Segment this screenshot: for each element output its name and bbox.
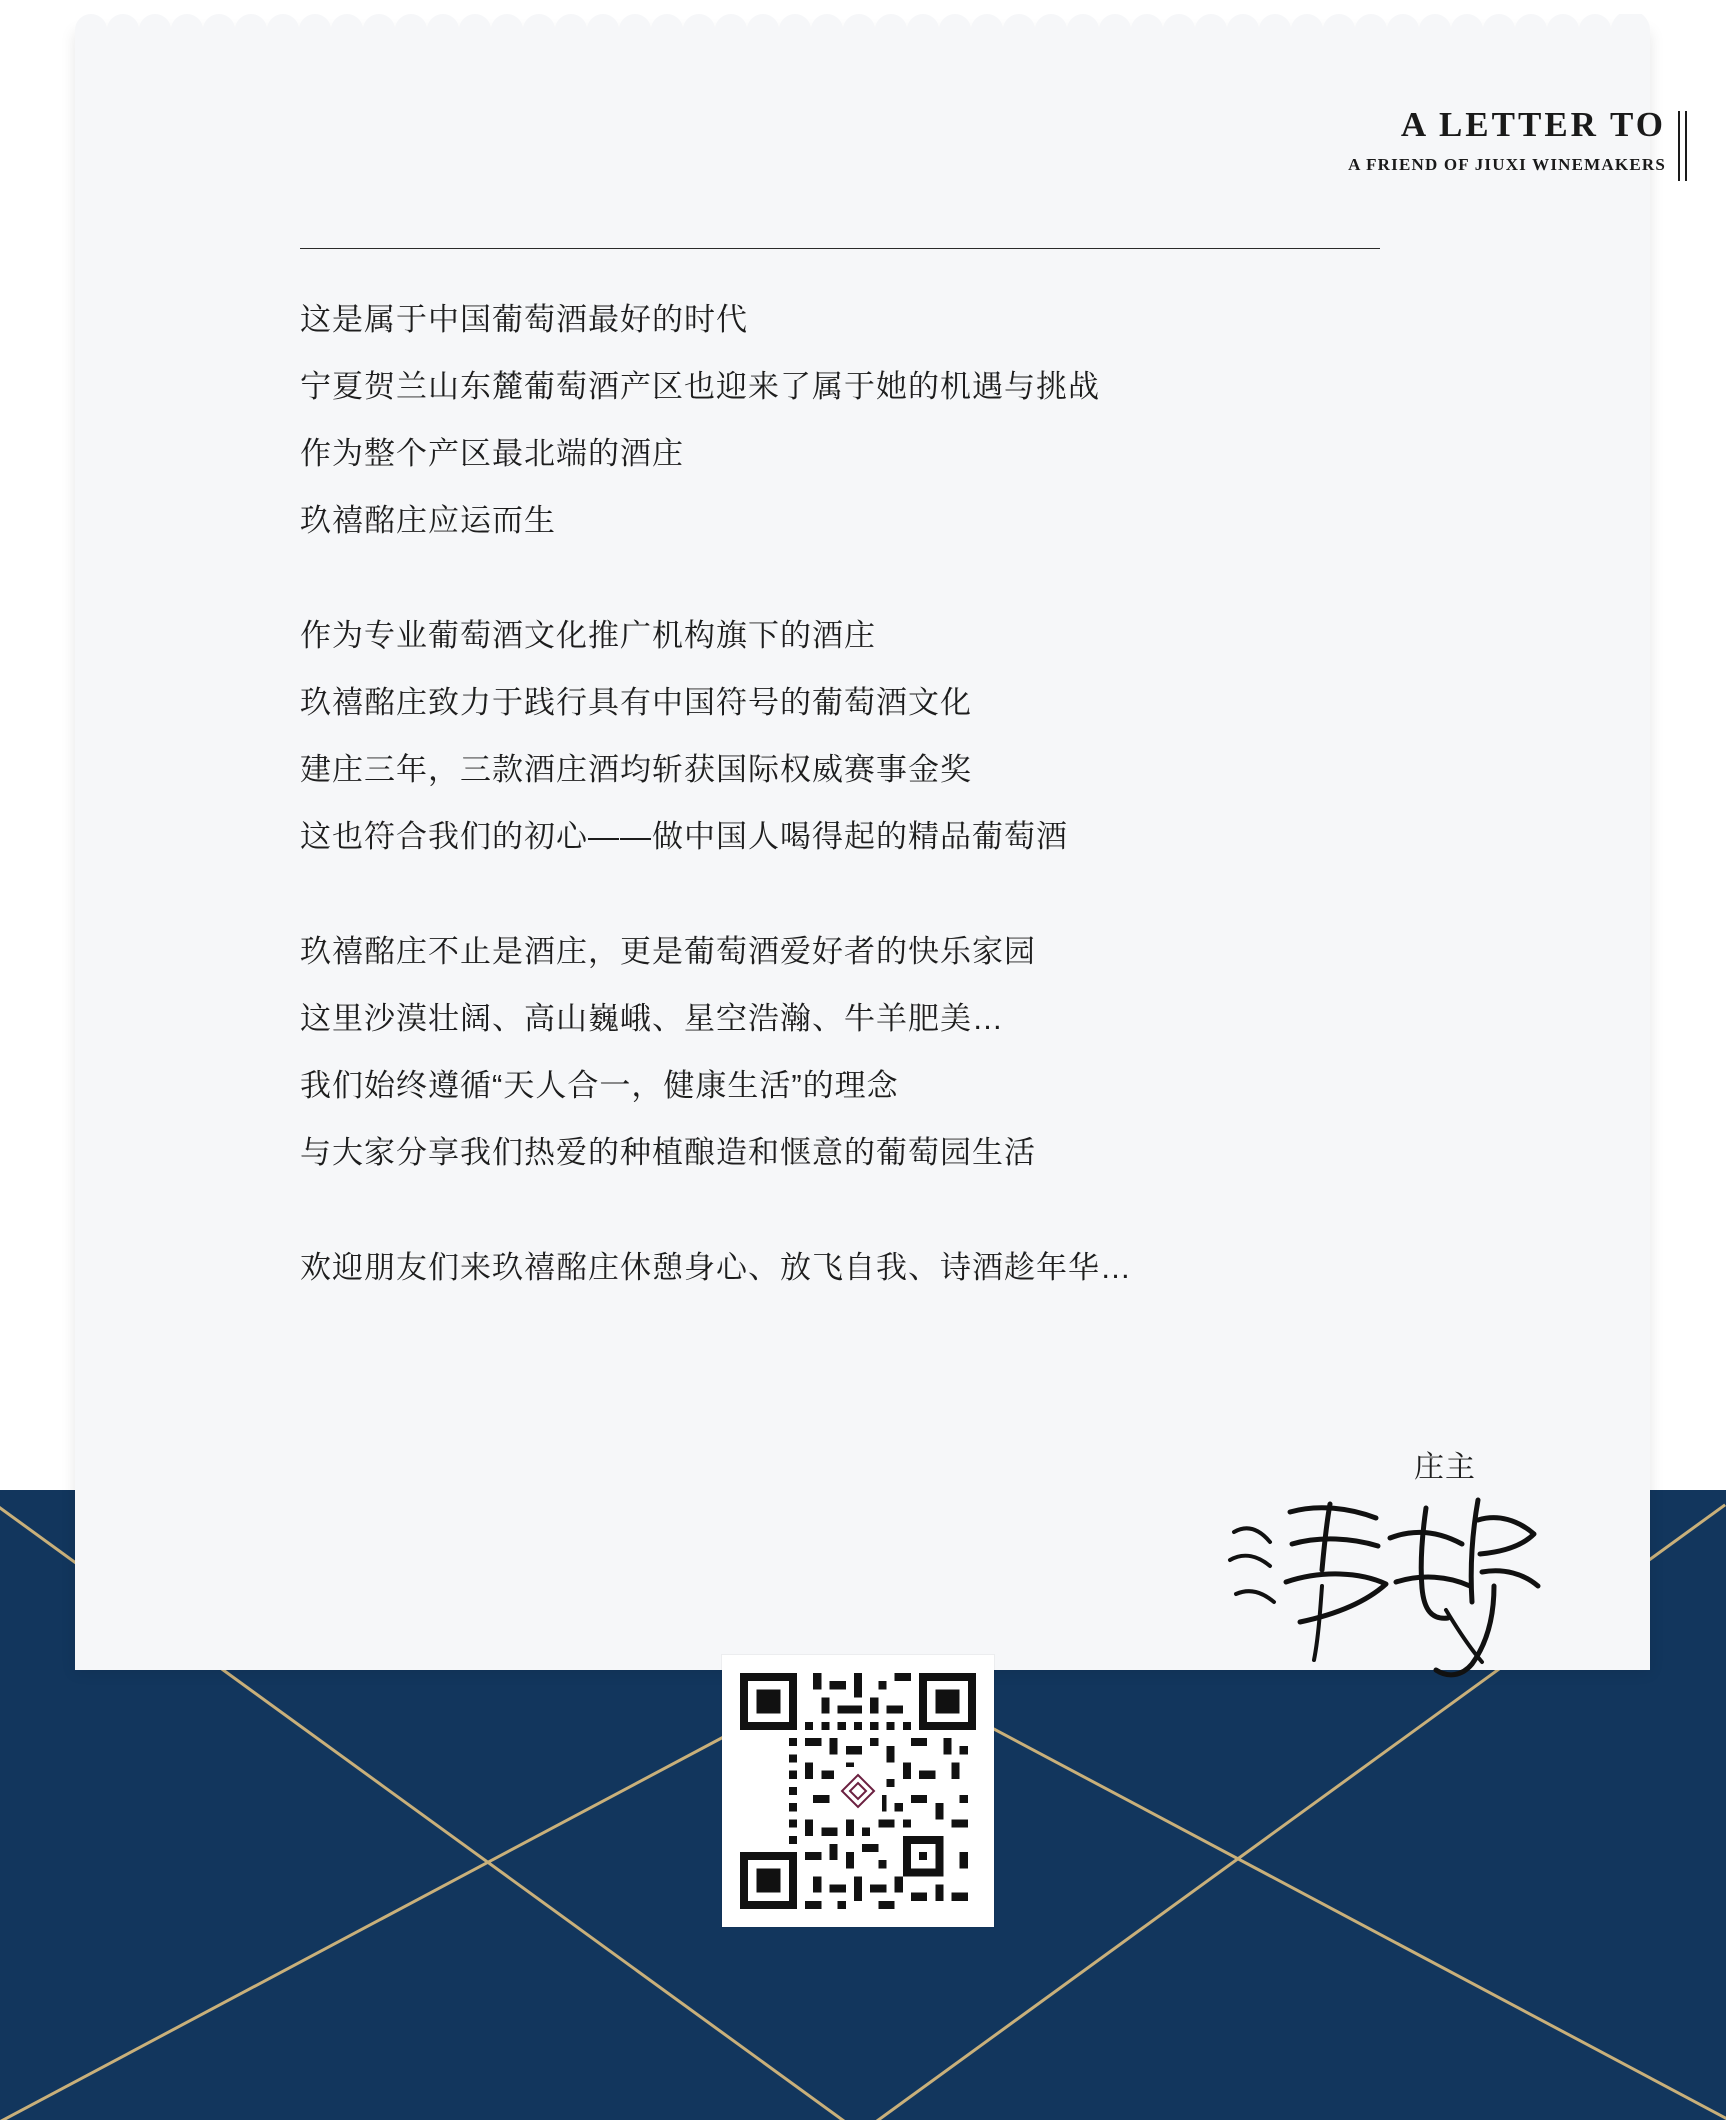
letter-line: 与大家分享我们热爱的种植酿造和惬意的葡萄园生活 (300, 1135, 1036, 1170)
paragraph (300, 1234, 1420, 1301)
letter-line: 这里沙漠壮阔、高山巍峨、星空浩瀚、牛羊肥美… (300, 1001, 1004, 1036)
letter-line: 玖禧酩庄致力于践行具有中国符号的葡萄酒文化 (300, 685, 972, 720)
signature-label: 庄主 (1414, 1451, 1476, 1484)
scalloped-edge-decoration (75, 14, 1650, 44)
double-bar-decoration-icon (1678, 111, 1688, 181)
qr-code-icon[interactable] (722, 1655, 994, 1927)
paragraph (300, 602, 1420, 870)
page-subtitle: A FRIEND OF JIUXI WINEMAKERS (1348, 155, 1666, 174)
letter-line: 作为专业葡萄酒文化推广机构旗下的酒庄 (300, 618, 876, 653)
paragraph (300, 286, 1420, 554)
letter-line: 这是属于中国葡萄酒最好的时代 (300, 302, 748, 337)
diamond-logo-icon (834, 1767, 882, 1815)
letter-header (1348, 105, 1666, 175)
page-title: A LETTER TO (1400, 105, 1666, 144)
letter-line: 欢迎朋友们来玖禧酩庄休憩身心、放飞自我、诗酒趁年华… (300, 1250, 1132, 1285)
header-divider (300, 248, 1380, 249)
letter-line: 玖禧酩庄不止是酒庄，更是葡萄酒爱好者的快乐家园 (300, 934, 1036, 969)
letter-line: 我们始终遵循“天人合一，健康生活”的理念 (300, 1068, 899, 1103)
letter-line: 这也符合我们的初心——做中国人喝得起的精品葡萄酒 (300, 819, 1068, 854)
letter-line: 建庄三年，三款酒庄酒均斩获国际权威赛事金奖 (300, 752, 972, 787)
letter-line: 宁夏贺兰山东麓葡萄酒产区也迎来了属于她的机遇与挑战 (300, 369, 1100, 404)
letter-line: 玖禧酩庄应运而生 (300, 503, 556, 538)
handwritten-signature-icon (1226, 1490, 1546, 1680)
paragraph (300, 918, 1420, 1186)
letter-line: 作为整个产区最北端的酒庄 (300, 436, 684, 471)
letter-body (300, 286, 1420, 1301)
